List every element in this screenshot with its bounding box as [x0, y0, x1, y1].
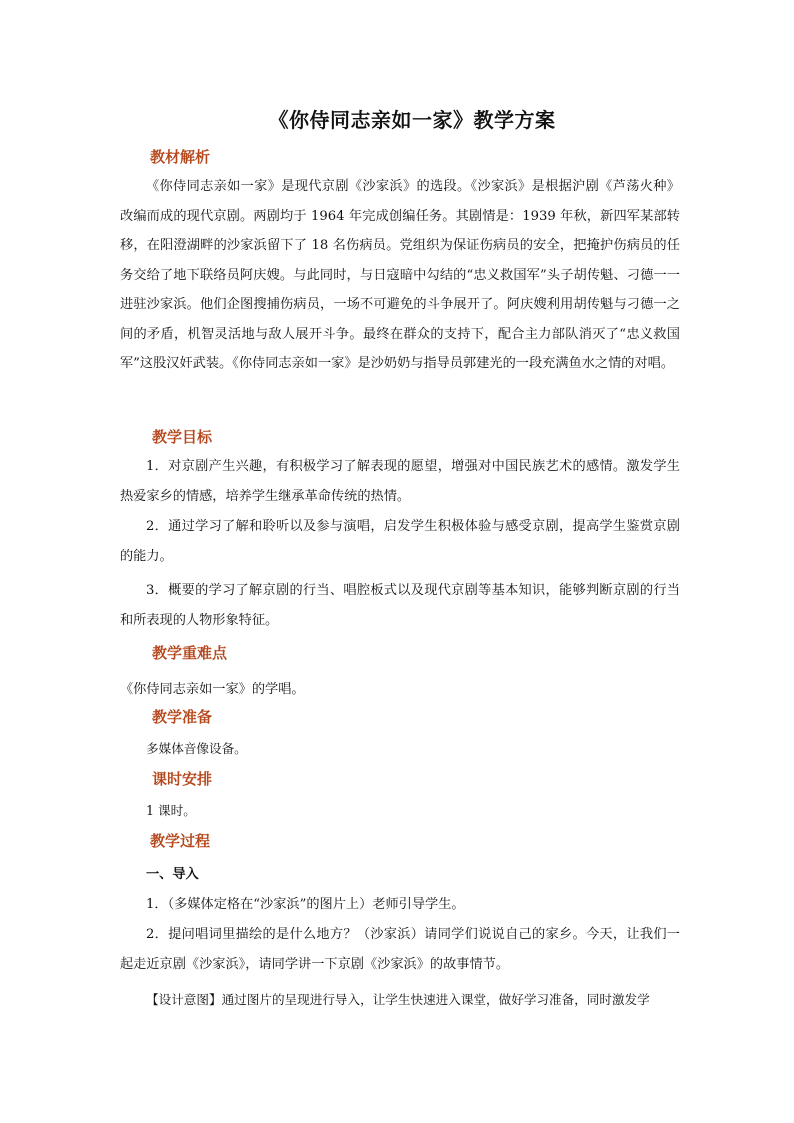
goal-item-3: 3．概要的学习了解京剧的行当、唱腔板式以及现代京剧等基本知识，能够判断京剧的行当和所表现的人物形象特征。	[120, 583, 680, 628]
subheading-intro: 一、导入	[146, 867, 199, 882]
intro-step-2: 2．提问唱词里描绘的是什么地方？（沙家浜）请同学们说说自己的家乡。今天，让我们一起走近京剧《沙家浜》，请同学讲一下京剧《沙家浜》的故事情节。	[120, 927, 680, 972]
heading-schedule: 课时安排	[152, 770, 213, 788]
document-title: 《你侍同志亲如一家》教学方案	[268, 108, 556, 132]
heading-key-points: 教学重难点	[152, 644, 228, 662]
heading-process: 教学过程	[150, 832, 211, 850]
intro-step-1: 1．（多媒体定格在“沙家浜”的图片上）老师引导学生。	[146, 897, 465, 912]
heading-teaching-goals: 教学目标	[152, 428, 213, 446]
goal-item-1: 1．对京剧产生兴趣，有积极学习了解表现的愿望，增强对中国民族艺术的感情。激发学生热爱家乡的情感，培养学生继承革命传统的热情。	[120, 459, 680, 504]
schedule-text: 1 课时。	[146, 803, 196, 818]
heading-preparation: 教学准备	[152, 708, 213, 726]
analysis-paragraph: 《你侍同志亲如一家》是现代京剧《沙家浜》的选段。《沙家浜》是根据沪剧《芦荡火种》改编而成的现代京剧。两剧均于 1964 年完成创编任务。其剧情是：1939 年秋，新四军某部转移，在阳澄湖畔的沙家浜留下了 18 名伤病员。党组织为保证伤病员的安全，把掩护伤病员的任务交给了地下联络员阿庆嫂。与此同时，与日寇暗中勾结的“忠义救国军”头子胡传魁、刁德一一进驻沙家浜。他们企图搜捕伤病员，一场不可避免的斗争展开了。阿庆嫂利用胡传魁与刁德一之间的矛盾，机智灵活地与敌人展开斗争。最终在群众的支持下，配合主力部队消灭了“忠义救国军”这股汉奸武装。《你侍同志亲如一家》是沙奶奶与指导员郭建光的一段充满鱼水之情的对唱。	[120, 179, 680, 371]
design-intent-note: 【设计意图】通过图片的呈现进行导入，让学生快速进入课堂，做好学习准备，同时激发学	[146, 992, 650, 1007]
preparation-text: 多媒体音像设备。	[146, 741, 247, 756]
heading-material-analysis: 教材解析	[150, 148, 211, 166]
key-points-text: 《你侍同志亲如一家》的学唱。	[120, 682, 305, 697]
goal-item-2: 2．通过学习了解和聆听以及参与演唱，启发学生积极体验与感受京剧，提高学生鉴赏京剧的能力。	[120, 519, 680, 564]
